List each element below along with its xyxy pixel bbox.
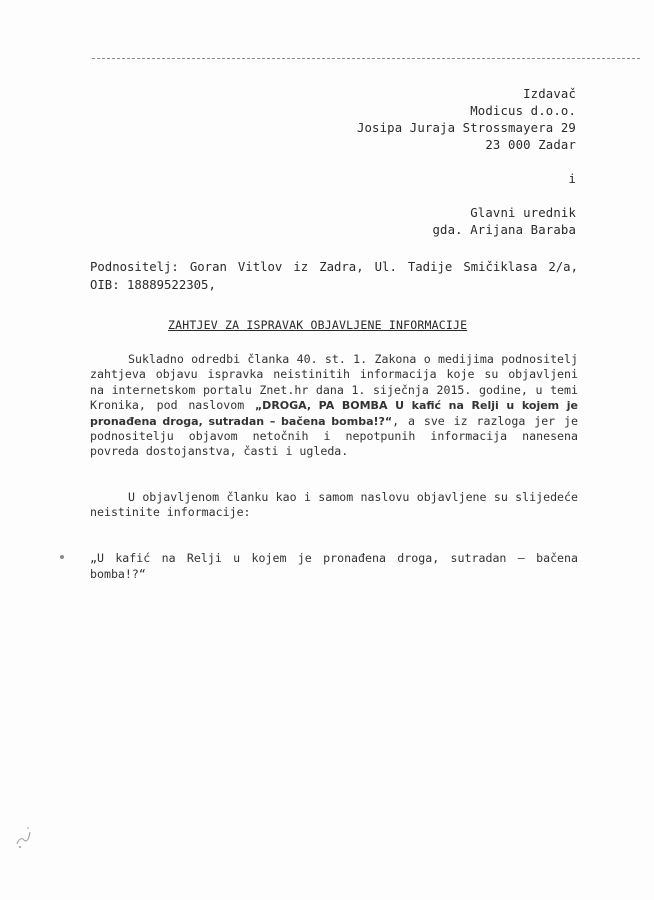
- spacer: [357, 154, 576, 171]
- scan-artifact: [14, 824, 36, 850]
- recipient-line: Izdavač: [523, 87, 576, 101]
- petitioner-info: Podnositelj: Goran Vitlov iz Zadra, Ul. Tadije Smičiklasa 2/a, OIB: 18889522305,: [90, 260, 578, 292]
- paragraph-false-info: U objavljenom članku kao i samom naslovu objavljene su slijedeće neistinite informacije:: [90, 490, 578, 520]
- editor-name: gda. Arijana Baraba: [432, 223, 576, 237]
- paragraph-outro: , a sve iz razloga jer je podnositelju objavom netočnih i nepotpunih informacija nanesena povreda dostojanstva, časti i ugleda.: [90, 413, 578, 459]
- paragraph-legal-basis: [90, 352, 578, 460]
- margin-dot: [60, 555, 64, 559]
- header-rule: [92, 58, 640, 59]
- document-title: ZAHTJEV ZA ISPRAVAK OBJAVLJENE INFORMACIJE: [168, 318, 468, 332]
- quoted-headline: „U kafić na Relji u kojem je pronađena droga, sutradan – bačena bomba!?“: [90, 551, 578, 581]
- editor-role: Glavni urednik: [470, 206, 576, 220]
- recipient-conjunction: i: [568, 172, 576, 186]
- paragraph-intro: Sukladno odredbi članka 40. st. 1. Zakona o medijima podnositelj zahtjeva objavu ispravka neistinitih informacija koje su objavljeni na internetskom portalu Znet.hr dana 1. siječnja 2015. godine, u temi Kronika, pod naslovom: [90, 352, 578, 413]
- recipient-line: Josipa Juraja Strossmayera 29: [356, 121, 576, 135]
- article-headline: „DROGA, PA BOMBA U kafić na Relji u kojem je pronađena droga, sutradan – bačena bomba!?“: [90, 399, 579, 428]
- spacer: [357, 188, 576, 205]
- recipient-line: 23 000 Zadar: [485, 138, 576, 152]
- recipient-line: Modicus d.o.o.: [470, 104, 576, 118]
- recipient-address-block: [357, 86, 576, 239]
